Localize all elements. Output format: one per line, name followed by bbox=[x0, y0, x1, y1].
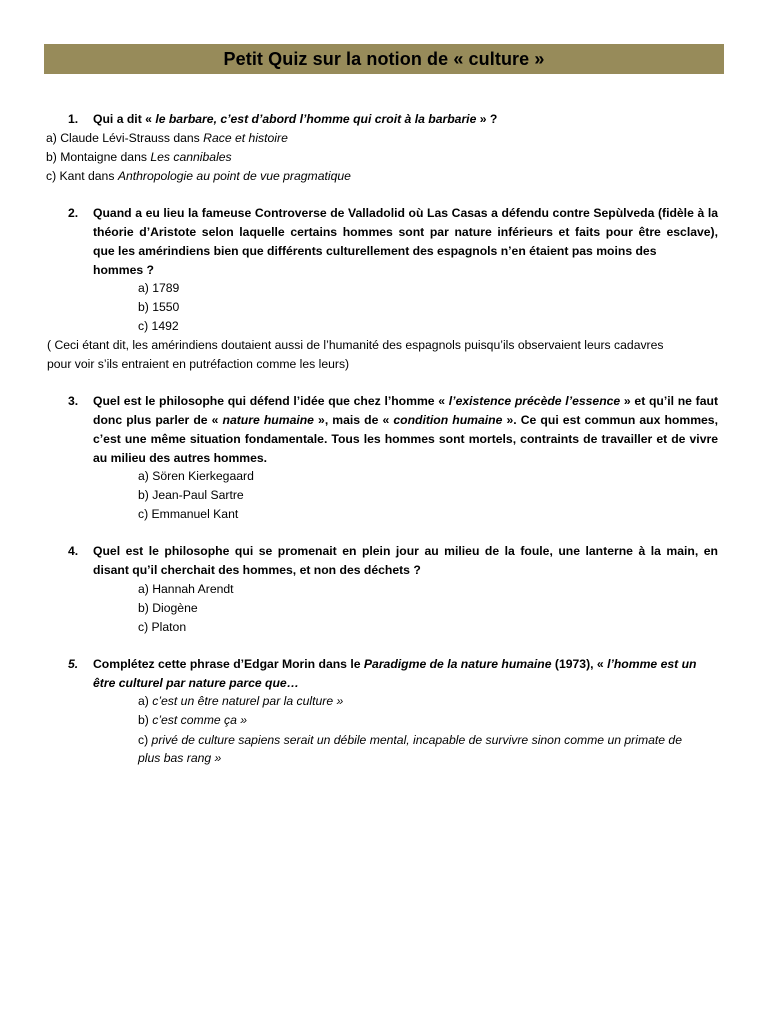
answer-option-b: b) 1550 bbox=[138, 300, 180, 314]
answer-option-letter: a) bbox=[138, 694, 149, 708]
question-text-line: être culturel par nature parce que… bbox=[93, 676, 299, 690]
answer-option-work: Anthropologie au point de vue pragmatique bbox=[117, 169, 351, 183]
question-quote: Paradigme de la nature humaine bbox=[363, 657, 552, 671]
answer-option-c bbox=[46, 167, 351, 185]
question-text-line: Quel est le philosophe qui se promenait en plein jour au milieu de la foule, une lanterne à la main, en bbox=[93, 544, 718, 558]
question-text-line: théorie d’Aristote selon laquelle certains hommes sont par nature inférieurs et faits pour être esclave), bbox=[93, 225, 718, 239]
question-text-line bbox=[93, 392, 718, 410]
answer-option-a: a) Hannah Arendt bbox=[138, 582, 234, 596]
question-text-part: donc plus parler de « bbox=[93, 413, 223, 427]
answer-option-a bbox=[138, 692, 343, 710]
question-text-part: Complétez cette phrase d’Edgar Morin dans le bbox=[93, 657, 364, 671]
answer-option-c: c) 1492 bbox=[138, 319, 179, 333]
question-quote: nature humaine bbox=[222, 413, 314, 427]
question-text-line: Quand a eu lieu la fameuse Controverse de Valladolid où Las Casas a défendu contre Sepùlveda (fidèle à la bbox=[93, 206, 718, 220]
question-number: 2. bbox=[68, 206, 79, 220]
question-text-line: c’est une même situation fondamentale. Tous les hommes sont mortels, contraints de travailler et de vivre bbox=[93, 432, 718, 446]
answer-option-letter: b) bbox=[138, 713, 149, 727]
answer-option-work: Les cannibales bbox=[150, 150, 232, 164]
page-title bbox=[44, 44, 724, 74]
question-number: 3. bbox=[68, 394, 79, 408]
question-text-line: au milieu des autres hommes. bbox=[93, 451, 268, 465]
answer-option-a: a) 1789 bbox=[138, 281, 180, 295]
answer-option-a bbox=[46, 129, 288, 147]
answer-option-c: c) Platon bbox=[138, 620, 187, 634]
question-quote: condition humaine bbox=[393, 413, 503, 427]
answer-option-text: c’est un être naturel par la culture » bbox=[148, 694, 344, 708]
answer-option-text: privé de culture sapiens serait un débile mental, incapable de survivre sinon comme un primate de bbox=[148, 733, 682, 747]
question-number: 4. bbox=[68, 544, 79, 558]
answer-option-c bbox=[138, 731, 682, 749]
answer-option-b: b) Diogène bbox=[138, 601, 198, 615]
question-quote: l’existence précède l’essence bbox=[448, 394, 621, 408]
question-quote: le barbare, c’est d’abord l’homme qui croit à la barbarie bbox=[155, 112, 477, 126]
question-text-part: Qui a dit « bbox=[93, 112, 156, 126]
answer-option-work: Race et histoire bbox=[203, 131, 288, 145]
question-text-part: », mais de « bbox=[313, 413, 394, 427]
answer-option-c: c) Emmanuel Kant bbox=[138, 507, 239, 521]
question-number: 5. bbox=[68, 657, 79, 671]
answer-option-b bbox=[46, 148, 232, 166]
note-line: ( Ceci étant dit, les amérindiens doutaient aussi de l’humanité des espagnols puisqu’ils observaient leurs cadavres bbox=[47, 338, 664, 352]
answer-option-c-continued: plus bas rang » bbox=[138, 751, 222, 765]
answer-option-text: c’est comme ça » bbox=[148, 713, 248, 727]
question-text-line bbox=[93, 655, 696, 673]
question-text-part: ». Ce qui est commun aux hommes, bbox=[502, 413, 718, 427]
answer-option-letter: c) bbox=[138, 733, 149, 747]
page-title-text: Petit Quiz sur la notion de « culture » bbox=[223, 48, 545, 69]
question-text-part: (1973), « bbox=[551, 657, 608, 671]
answer-option-text: b) Montaigne dans bbox=[46, 150, 151, 164]
note-line: pour voir s’ils entraient en putréfaction comme les leurs) bbox=[47, 357, 350, 371]
question-text-part: » ? bbox=[476, 112, 498, 126]
question-text-part: » et qu’il ne faut bbox=[620, 394, 719, 408]
question-text-line: que les amérindiens bien que différents culturellement des espagnols n’en étaient pas moins des bbox=[93, 244, 657, 258]
question-text-part: Quel est le philosophe qui défend l’idée que chez l’homme « bbox=[93, 394, 449, 408]
answer-option-b: b) Jean-Paul Sartre bbox=[138, 488, 244, 502]
question-text bbox=[93, 110, 497, 128]
question-text-line: hommes ? bbox=[93, 263, 154, 277]
answer-option-b bbox=[138, 711, 247, 729]
question-number: 1. bbox=[68, 112, 79, 126]
question-text-line: disant qu’il cherchait des hommes, et non des déchets ? bbox=[93, 563, 421, 577]
answer-option-a: a) Sören Kierkegaard bbox=[138, 469, 254, 483]
question-text-line bbox=[93, 411, 718, 429]
answer-option-text: c) Kant dans bbox=[46, 169, 118, 183]
question-quote: l’homme est un bbox=[607, 657, 697, 671]
answer-option-text: a) Claude Lévi-Strauss dans bbox=[46, 131, 204, 145]
